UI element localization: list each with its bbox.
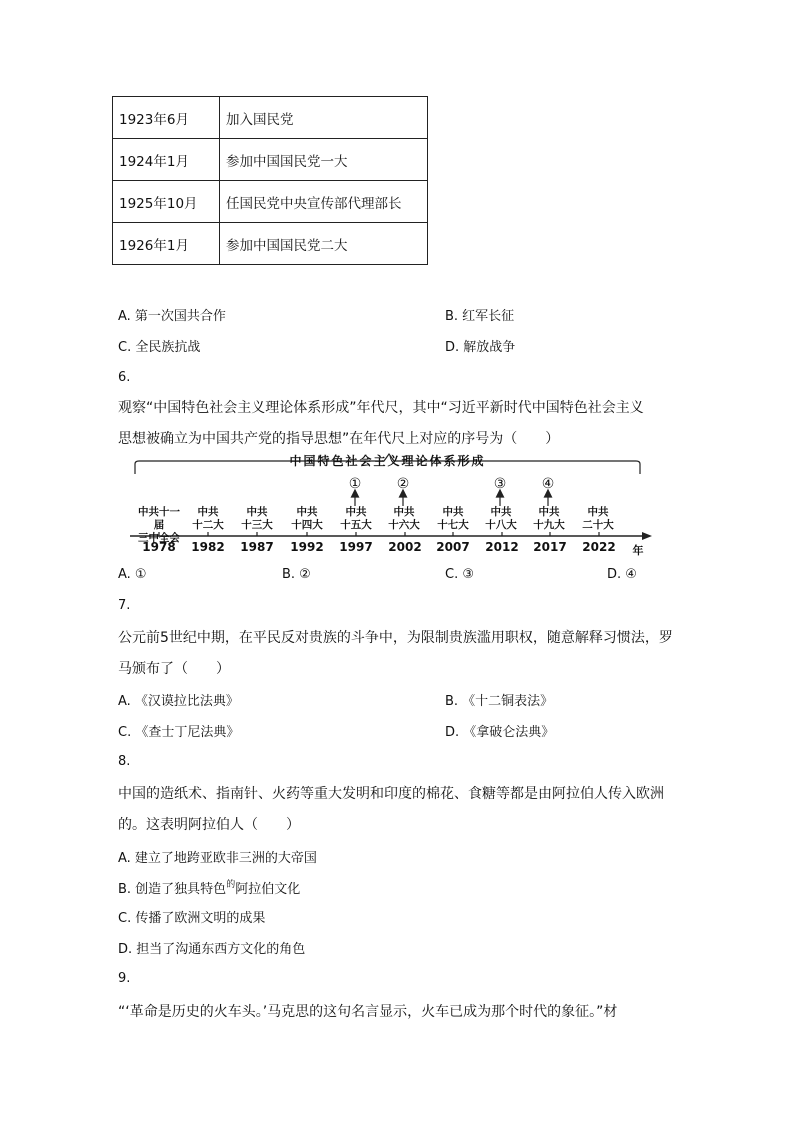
- q8-option-d[interactable]: D. 担当了沟通东西方文化的角色: [118, 942, 306, 957]
- q6-stem-line1: 观察“中国特色社会主义理论体系形成”年代尺，其中“习近平新时代中国特色社会主义: [118, 400, 644, 416]
- timeline-event-label: 中共 二十大: [582, 506, 614, 531]
- q9-number: 9.: [118, 971, 131, 986]
- timeline-year: 2017: [533, 540, 567, 554]
- info-table: [112, 96, 428, 265]
- marker-label: ②: [396, 476, 410, 492]
- q8-stem-line1: 中国的造纸术、指南针、火药等重大发明和印度的棉花、食糖等都是由阿拉伯人传入欧洲: [118, 786, 664, 802]
- timeline-year: 1992: [290, 540, 324, 554]
- table-cell-event: 参加中国国民党一大: [220, 139, 428, 181]
- axis-arrow-icon: [642, 532, 652, 540]
- q8-option-a[interactable]: A. 建立了地跨亚欧非三洲的大帝国: [118, 851, 317, 866]
- table-cell-date: 1925年10月: [113, 181, 220, 223]
- q5-option-a[interactable]: A. 第一次国共合作: [118, 309, 226, 324]
- q8-option-c[interactable]: C. 传播了欧洲文明的成果: [118, 911, 266, 926]
- q7-option-c[interactable]: C. 《查士丁尼法典》: [118, 725, 240, 740]
- timeline-year: 2007: [436, 540, 470, 554]
- table-cell-date: 1924年1月: [113, 139, 220, 181]
- table-cell-event: 加入国民党: [220, 97, 428, 139]
- q6-stem-line2: 思想被确立为中国共产党的指导思想”在年代尺上对应的序号为（ ）: [118, 431, 560, 447]
- q5-option-c[interactable]: C. 全民族抗战: [118, 340, 201, 355]
- timeline-figure: [130, 452, 658, 562]
- timeline-year: 2012: [485, 540, 519, 554]
- timeline-unit: 年: [632, 544, 644, 557]
- timeline-year: 2022: [582, 540, 616, 554]
- q7-stem-line2: 马颁布了（ ）: [118, 661, 230, 677]
- table-row: [113, 223, 428, 265]
- table-row: [113, 181, 428, 223]
- marker-label: ④: [541, 476, 555, 492]
- timeline-year: 1982: [191, 540, 225, 554]
- q7-option-a[interactable]: A. 《汉谟拉比法典》: [118, 694, 239, 709]
- table-cell-event: 参加中国国民党二大: [220, 223, 428, 265]
- table-row: [113, 139, 428, 181]
- timeline-year: 1997: [339, 540, 373, 554]
- timeline-year: 2002: [388, 540, 422, 554]
- timeline-event-label: 中共 十四大: [291, 506, 323, 531]
- table-cell-date: 1926年1月: [113, 223, 220, 265]
- q8-number: 8.: [118, 754, 131, 769]
- q7-stem-line1: 公元前5世纪中期，在平民反对贵族的斗争中，为限制贵族滥用职权，随意解释习惯法，罗: [118, 630, 673, 646]
- q7-number: 7.: [118, 598, 131, 613]
- q6-option-a[interactable]: A. ①: [118, 567, 147, 582]
- q5-option-d[interactable]: D. 解放战争: [445, 340, 516, 355]
- timeline-title: 中国特色社会主义理论体系形成: [289, 454, 486, 468]
- table-cell-date: 1923年6月: [113, 97, 220, 139]
- timeline-event-label: 中共 十八大: [485, 506, 517, 531]
- timeline-event-label: 中共 十七大: [437, 506, 469, 531]
- timeline-year: 1978: [142, 540, 176, 554]
- q8-option-b[interactable]: B. 创造了独具特色$^的$阿拉伯文化: [118, 880, 301, 897]
- timeline-event-label: 中共 十九大: [533, 506, 565, 531]
- q6-option-d[interactable]: D. ④: [607, 567, 637, 582]
- q6-number: 6.: [118, 370, 131, 385]
- marker-label: ③: [493, 476, 507, 492]
- timeline-event-label: 中共 十六大: [388, 506, 420, 531]
- timeline-event-label: 中共 十二大: [192, 506, 224, 531]
- q8-stem-line2: 的。这表明阿拉伯人（ ）: [118, 817, 300, 833]
- q9-stem-line1: “‘革命是历史的火车头。’马克思的这句名言显示，火车已成为那个时代的象征。”材: [118, 1004, 618, 1020]
- q7-option-d[interactable]: D. 《拿破仑法典》: [445, 725, 555, 740]
- timeline-event-label: 中共十一届 三中全会: [138, 506, 180, 544]
- q7-option-b[interactable]: B. 《十二铜表法》: [445, 694, 554, 709]
- timeline-event-label: 中共 十三大: [241, 506, 273, 531]
- q6-option-b[interactable]: B. ②: [282, 567, 311, 582]
- q5-option-b[interactable]: B. 红军长征: [445, 309, 515, 324]
- timeline-year: 1987: [240, 540, 274, 554]
- q6-option-c[interactable]: C. ③: [445, 567, 474, 582]
- timeline-event-label: 中共 十五大: [340, 506, 372, 531]
- marker-label: ①: [348, 476, 362, 492]
- table-row: [113, 97, 428, 139]
- table-cell-event: 任国民党中央宣传部代理部长: [220, 181, 428, 223]
